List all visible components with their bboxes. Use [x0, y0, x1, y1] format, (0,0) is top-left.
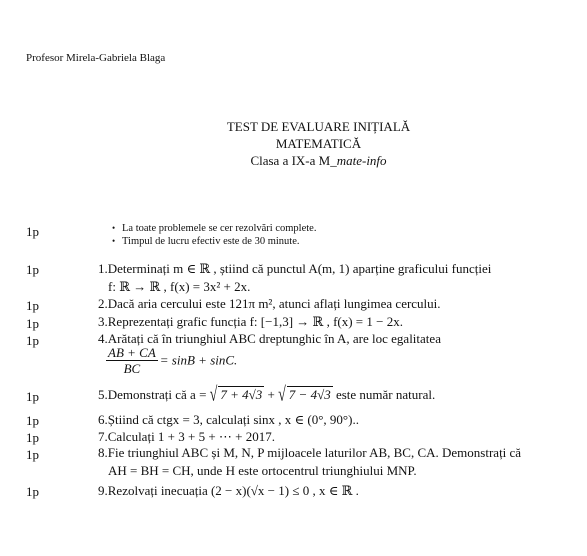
fraction — [106, 345, 158, 376]
problem-8-points: 1p — [26, 447, 39, 462]
problem-4-points: 1p — [26, 333, 39, 348]
problem-1-function: f: ℝ → ℝ , f(x) = 3x² + 2x. — [108, 279, 251, 294]
class-profile: mate-info — [336, 153, 387, 168]
problem-7-text: 7.Calculați 1 + 3 + 5 + ⋯ + 2017. — [98, 429, 276, 444]
problem-4-formula — [106, 345, 237, 376]
class-label: Clasa a IX-a M_ — [250, 153, 337, 168]
problem-3-text: 3.Reprezentați grafic funcția f: [−1,3] → ℝ , f(x) = 1 − 2x. — [98, 314, 403, 329]
problem-8-text-cont: AH = BH = CH, unde H este ortocentrul triunghiului MNP. — [108, 463, 417, 478]
fraction-numerator: AB + CA — [108, 345, 156, 360]
problem-8-text: 8.Fie triunghiul ABC și M, N, P mijloacele laturilor AB, BC, CA. Demonstrați că — [98, 445, 522, 460]
problem-2-points: 1p — [26, 298, 39, 313]
problem-2-text: 2.Dacă aria cercului este 121π m², atunci aflați lungimea cercului. — [98, 296, 441, 311]
bullet-icon: • — [112, 236, 116, 246]
instruction-1: • La toate problemele se cer rezolvări complete. — [112, 223, 317, 234]
bullet-icon: • — [112, 223, 116, 233]
radicand-2: 7 − 4√3 — [288, 387, 331, 402]
problem-5-points: 1p — [26, 389, 39, 404]
problem-4-text: 4.Arătați că în triunghiul ABC dreptunghic în A, are loc egalitatea — [98, 331, 441, 346]
problem-6-points: 1p — [26, 413, 39, 428]
problem-9-text: 9.Rezolvați inecuația (2 − x)(√x − 1) ≤ 0 , x ∈ ℝ . — [98, 483, 359, 498]
problem-1-text: 1.Determinați m ∈ ℝ , știind că punctul A(m, 1) aparține graficului funcției — [98, 261, 492, 276]
author-name: Profesor Mirela-Gabriela Blaga — [26, 52, 166, 64]
problem-1-points: 1p — [26, 262, 39, 277]
problem-5-text: 5.Demonstrați că a = √ 7 + 4√3 + √ 7 − 4√3 este număr natural. — [98, 384, 436, 407]
class-title — [25, 153, 587, 169]
instruction-2: • Timpul de lucru efectiv este de 30 minute. — [112, 236, 300, 247]
problem-4-equality: = sinB + sinC. — [159, 352, 238, 368]
problem-7-points: 1p — [26, 430, 39, 445]
instructions-points: 1p — [26, 224, 39, 239]
sqrt-icon: √ — [278, 384, 286, 407]
fraction-denominator: BC — [123, 361, 141, 376]
radicand-1: 7 + 4√3 — [220, 387, 263, 402]
subject-title: MATEMATICĂ — [275, 136, 362, 151]
test-title: TEST DE EVALUARE INIȚIALĂ — [226, 119, 411, 134]
sqrt-icon: √ — [209, 384, 218, 407]
problem-6-text: 6.Știind că ctgx = 3, calculați sinx , x ∈ (0°, 90°).. — [98, 412, 359, 427]
problem-3-points: 1p — [26, 316, 39, 331]
problem-9-points: 1p — [26, 484, 39, 499]
